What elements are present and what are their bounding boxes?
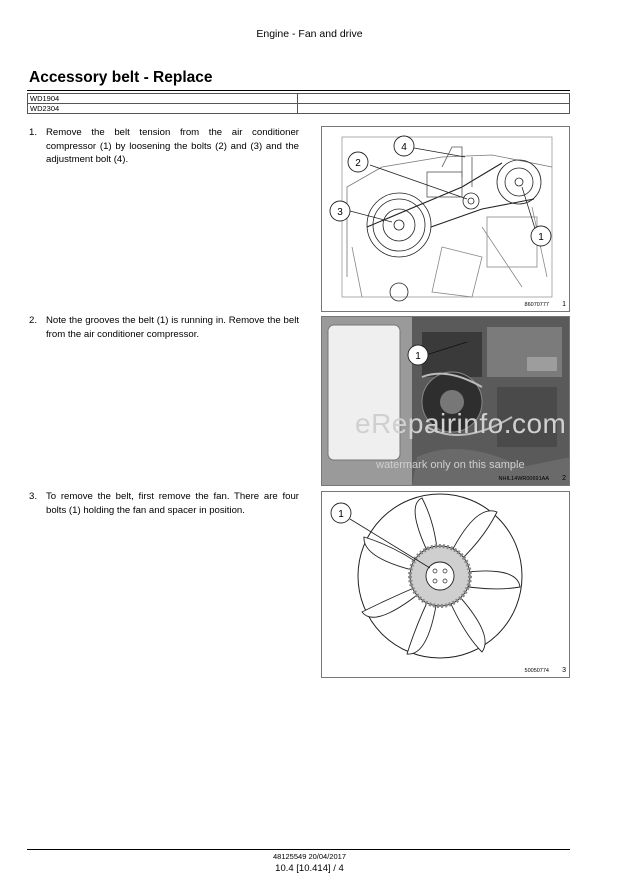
svg-text:2: 2 [355,158,361,169]
title-rule [27,90,570,91]
footer-code: 48125549 20/04/2017 [273,852,346,861]
step-number: 1. [29,127,38,138]
section-title: Accessory belt - Replace [29,69,213,86]
model-row [28,104,570,114]
figure-number: 3 [562,667,566,674]
footer-rule [27,849,570,850]
svg-text:1: 1 [415,351,421,362]
footer-page-number: 10.4 [10.414] / 4 [275,863,344,874]
figure-number: 1 [562,301,566,308]
callout-4 [394,136,414,156]
step-3 [29,490,299,517]
model-cell: WD1904 [28,94,298,104]
step-2 [29,314,299,341]
callout-1 [531,226,551,246]
engine-belt-drawing [322,127,570,312]
callout-3 [330,201,350,221]
svg-text:1: 1 [338,509,344,520]
step-text: Remove the belt tension from the air conditioner compressor (1) by loosening the bolts (2) and (3) and the adjustment bolt (4). [46,127,299,165]
model-cell-empty [297,104,569,114]
model-cell-empty [297,94,569,104]
fan-drawing [322,492,570,678]
figure-3 [321,491,570,678]
watermark-brand: eRepairinfo.com [355,408,567,439]
figure-code: 50050774 [524,668,549,674]
figure-number: 2 [562,475,566,482]
svg-text:1: 1 [538,232,544,243]
step-number: 3. [29,491,38,502]
callout-2 [348,152,368,172]
page-header-title: Engine - Fan and drive [256,28,363,40]
model-table [27,93,570,114]
step-text: Note the grooves the belt (1) is running in. Remove the belt from the air conditioner compressor. [46,315,299,340]
model-row [28,94,570,104]
model-cell: WD2304 [28,104,298,114]
svg-text:3: 3 [337,207,343,218]
step-1 [29,126,299,167]
svg-text:4: 4 [401,142,407,153]
step-text: To remove the belt, first remove the fan. There are four bolts (1) holding the fan and spacer in position. [46,491,299,516]
callout-1 [408,345,428,365]
watermark-note: watermark only on this sample [376,459,525,471]
callout-1 [331,503,351,523]
figure-code: 86070777 [524,302,549,308]
figure-code: NHIL14WR00691AA [498,476,549,482]
figure-1 [321,126,570,312]
step-number: 2. [29,315,38,326]
